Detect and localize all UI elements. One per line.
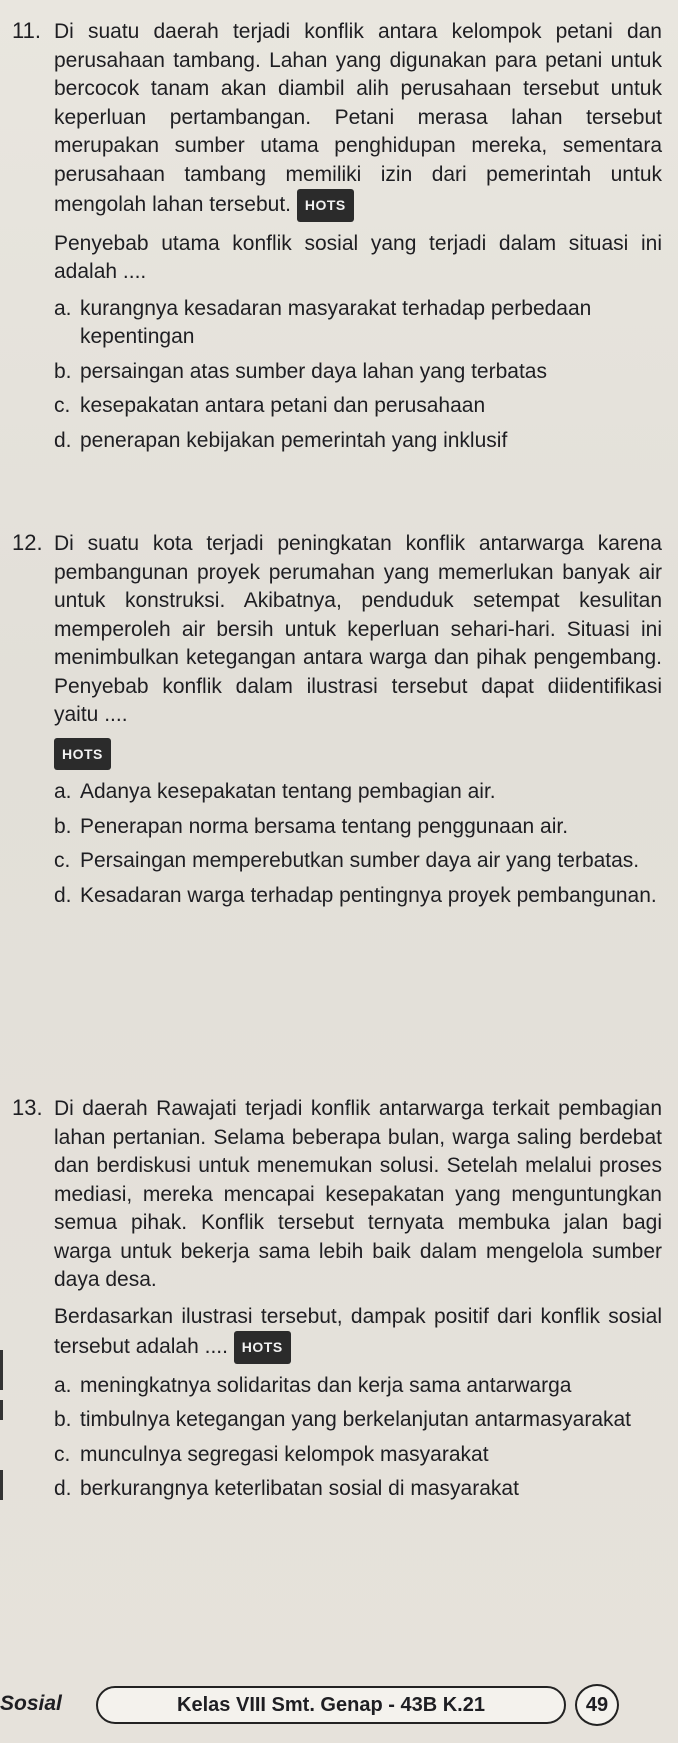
option-c[interactable]: c. Persaingan memperebutkan sumber daya air yang terbatas. bbox=[54, 849, 640, 872]
page-number: 49 bbox=[575, 1684, 619, 1726]
question-number: 11. bbox=[12, 18, 41, 43]
option-c[interactable]: c. munculnya segregasi kelompok masyarakat bbox=[54, 1442, 489, 1466]
hots-badge: HOTS bbox=[234, 1331, 291, 1364]
subject-label: Sosial bbox=[0, 1692, 62, 1715]
option-b[interactable]: b. Penerapan norma bersama tentang penggunaan air. bbox=[54, 814, 569, 838]
question-stem: Di daerah Rawajati terjadi konflik antarwarga terkait pembagian lahan pertanian. Selama beberapa bulan, warga saling berdebat dan berdiskusi untuk menemukan solusi. Setelah melalui proses mediasi, mereka mencapai kesepakatan yang menguntungkan semua pihak. Konflik tersebut ternyata membuka jalan bagi warga untuk bekerja sama lebih baik dalam mengelola sumber daya desa. bbox=[54, 1097, 662, 1291]
book-info-band: Kelas VIII Smt. Genap - 43B K.21 bbox=[96, 1686, 566, 1724]
option-d[interactable]: d. Kesadaran warga terhadap pentingnya proyek pembangunan. bbox=[54, 883, 657, 907]
option-b[interactable]: b. timbulnya ketegangan yang berkelanjutan antarmasyarakat bbox=[54, 1408, 632, 1431]
option-c[interactable]: c. kesepakatan antara petani dan perusahaan bbox=[54, 394, 486, 417]
option-b[interactable]: b. persaingan atas sumber daya lahan yang terbatas bbox=[54, 359, 547, 383]
page-edge-mark bbox=[0, 1400, 3, 1420]
option-d[interactable]: d. penerapan kebijakan pemerintah yang inklusif bbox=[54, 428, 508, 452]
hots-badge: HOTS bbox=[54, 738, 111, 771]
question-number: 12. bbox=[12, 530, 43, 555]
question-prompt: Penyebab utama konflik sosial yang terjadi dalam situasi ini adalah .... bbox=[54, 231, 662, 283]
question-prompt: Berdasarkan ilustrasi tersebut, dampak positif dari konflik sosial tersebut adalah .... HOTS bbox=[54, 1303, 662, 1364]
options-list bbox=[54, 778, 662, 910]
question-13 bbox=[12, 1095, 662, 1510]
question-stem: Di suatu daerah terjadi konflik antara kelompok petani dan perusahaan tambang. Lahan yang digunakan para petani untuk bercocok tanam akan diambil alih perusahaan tersebut untuk keperluan pertambangan. Petani merasa lahan tersebut merupakan sumber utama penghidupan mereka, sementara perusahaan tambang memiliki izin dari pemerintah untuk mengolah lahan tersebut. HOTS bbox=[54, 18, 662, 222]
hots-badge: HOTS bbox=[297, 189, 354, 222]
option-a[interactable]: a. meningkatnya solidaritas dan kerja sama antarwarga bbox=[54, 1373, 572, 1397]
question-11 bbox=[12, 18, 662, 461]
options-list bbox=[54, 1372, 662, 1504]
page-footer bbox=[0, 1680, 678, 1730]
page-edge-mark bbox=[0, 1470, 3, 1500]
page-edge-mark bbox=[0, 1350, 3, 1390]
option-d[interactable]: d. berkurangnya keterlibatan sosial di masyarakat bbox=[54, 1477, 519, 1500]
question-stem: Di suatu kota terjadi peningkatan konflik antarwarga karena pembangunan proyek perumahan yang memerlukan banyak air untuk konstruksi. Akibatnya, penduduk setempat kesulitan memperoleh air bersih untuk keperluan sehari-hari. Situasi ini menimbulkan ketegangan antara warga dan pihak pengembang. Penyebab konflik dalam ilustrasi tersebut dapat diidentifikasi yaitu .... bbox=[54, 532, 662, 726]
option-a[interactable]: a. Adanya kesepakatan tentang pembagian air. bbox=[54, 780, 496, 803]
options-list bbox=[54, 295, 662, 456]
option-a[interactable]: a. kurangnya kesadaran masyarakat terhadap perbedaan kepentingan bbox=[54, 296, 592, 348]
question-12 bbox=[12, 530, 662, 916]
question-number: 13. bbox=[12, 1095, 43, 1120]
